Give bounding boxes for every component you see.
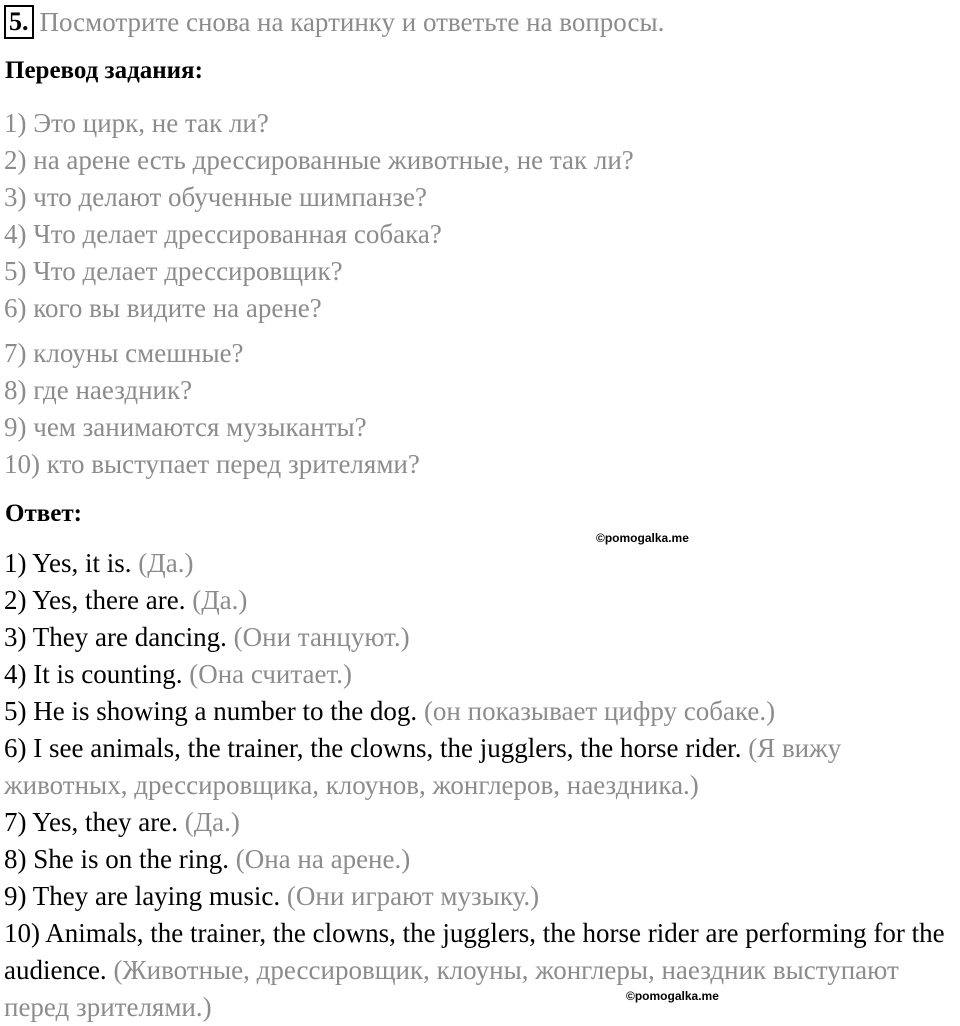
answer-english: 7) Yes, they are.	[4, 807, 178, 837]
answer-english: 5) He is showing a number to the dog.	[4, 696, 418, 726]
watermark: ©pomogalka.me	[626, 989, 719, 1003]
answer-russian: (Да.)	[192, 585, 248, 615]
answer-russian: (он показывает цифру собаке.)	[423, 696, 776, 726]
answer-english: 6) I see animals, the trainer, the clowns, the jugglers, the horse rider.	[4, 733, 742, 763]
answer-item	[4, 730, 956, 804]
task-header	[4, 2, 664, 42]
answer-russian: (Она на арене.)	[235, 844, 411, 874]
answer-item	[4, 656, 956, 693]
answer-russian: (Животные, дрессировщик, клоуны, жонглеры, наездник выступают перед зрителями.)	[4, 955, 899, 1022]
answer-item	[4, 841, 956, 878]
question-item: 8) где наездник?	[4, 375, 193, 405]
answer-russian: (Да.)	[184, 807, 240, 837]
question-item: 5) Что делает дрессировщик?	[4, 256, 343, 286]
answer-title: Ответ:	[5, 500, 82, 527]
answer-item	[4, 915, 956, 1026]
answer-item	[4, 619, 956, 656]
answer-english: 8) She is on the ring.	[4, 844, 229, 874]
answer-item	[4, 582, 956, 619]
translation-questions	[4, 105, 634, 483]
answer-list	[4, 545, 956, 1026]
answer-item	[4, 878, 956, 915]
answer-russian: (Да.)	[138, 548, 194, 578]
answer-english: 1) Yes, it is.	[4, 548, 132, 578]
answer-russian: (Я вижу животных, дрессировщика, клоунов, жонглеров, наездника.)	[4, 733, 842, 800]
task-number: 5.	[4, 5, 34, 39]
translation-title: Перевод задания:	[5, 57, 203, 84]
question-item: 7) клоуны смешные?	[4, 338, 244, 368]
answer-russian: (Они играют музыку.)	[286, 881, 540, 911]
answer-english: 3) They are dancing.	[4, 622, 227, 652]
answer-english: 10) Animals, the trainer, the clowns, the jugglers, the horse rider are performing for the audience.	[4, 918, 945, 985]
watermark: ©pomogalka.me	[596, 531, 689, 545]
answer-item	[4, 693, 956, 730]
question-item: 3) что делают обученные шимпанзе?	[4, 182, 427, 212]
question-item: 10) кто выступает перед зрителями?	[4, 449, 420, 479]
answer-item	[4, 804, 956, 841]
question-item: 6) кого вы видите на арене?	[4, 293, 322, 323]
answer-english: 4) It is counting.	[4, 659, 183, 689]
answer-english: 9) They are laying music.	[4, 881, 281, 911]
task-instruction: Посмотрите снова на картинку и ответьте на вопросы.	[39, 6, 665, 37]
answer-english: 2) Yes, there are.	[4, 585, 186, 615]
question-item: 9) чем занимаются музыканты?	[4, 412, 367, 442]
answer-russian: (Они танцуют.)	[233, 622, 410, 652]
question-item: 1) Это цирк, не так ли?	[4, 108, 269, 138]
question-item: 4) Что делает дрессированная собака?	[4, 219, 442, 249]
answer-russian: (Она считает.)	[189, 659, 352, 689]
answer-item	[4, 545, 956, 582]
question-item: 2) на арене есть дрессированные животные, не так ли?	[4, 145, 634, 175]
